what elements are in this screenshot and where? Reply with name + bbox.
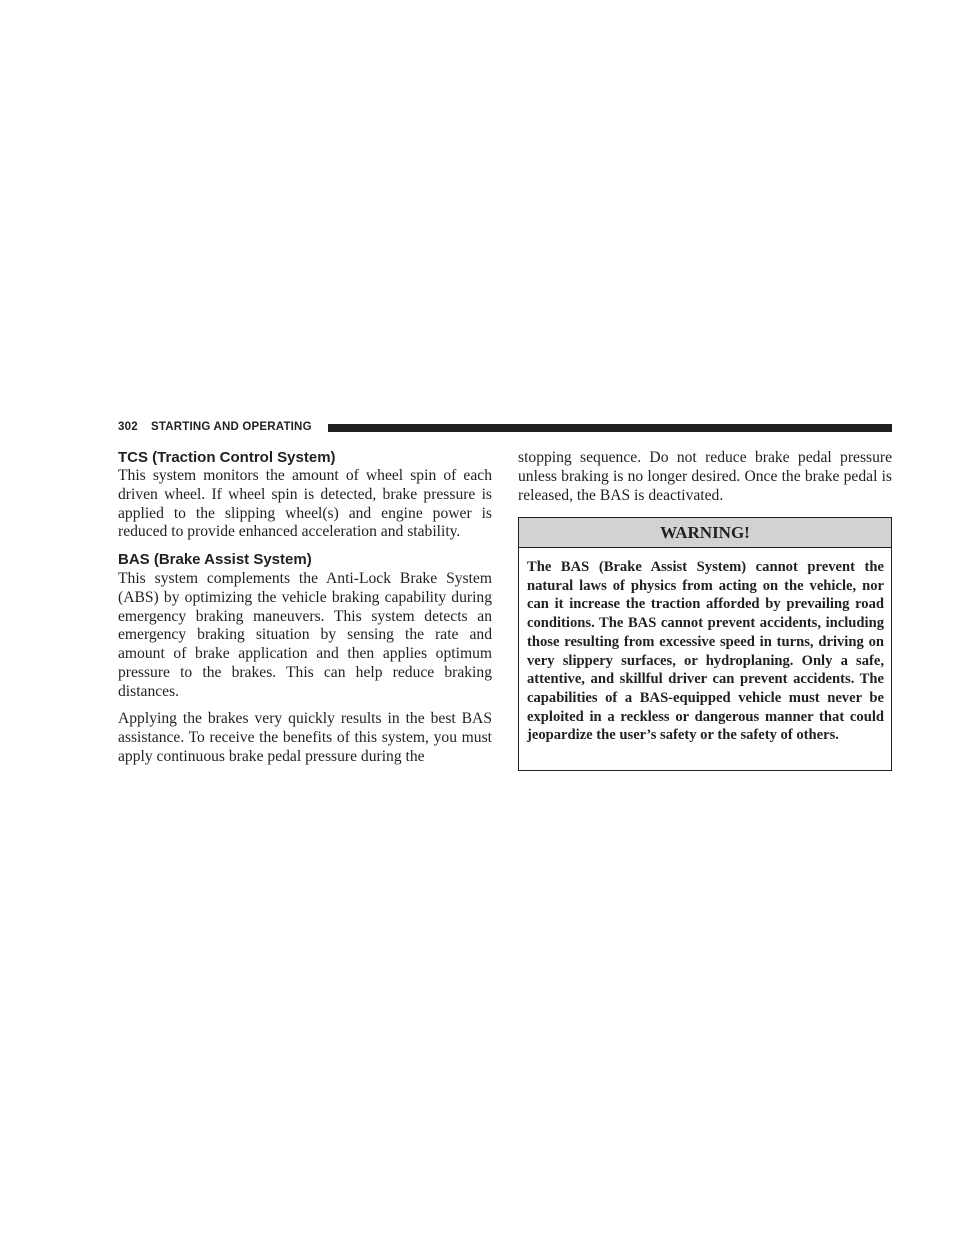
header-rule xyxy=(328,424,892,432)
tcs-heading: TCS (Traction Control System) xyxy=(118,449,336,466)
bas-paragraph-1: This system complements the Anti-Lock Brake System (ABS) by optimizing the vehicle braking capability during emergency braking maneuvers. This system detects an emergency braking situation by sensing the rate and amount of brake application and then applies optimum pressure to the brakes. This can help reduce braking distances. xyxy=(118,570,492,700)
right-column xyxy=(518,448,892,505)
warning-text: The BAS (Brake Assist System) cannot prevent the natural laws of physics from acting on the vehicle, nor can it increase the traction afforded by prevailing road conditions. The BAS cannot prevent accidents, including those resulting from excessive speed in turns, driving on very slippery surfaces, or hydroplaning. Only a safe, attentive, and skillful driver can prevent accidents. The capabilities of a BAS-equipped vehicle must never be exploited in a reckless or dangerous manner that could jeopardize the user’s safety or the safety of others. xyxy=(527,559,884,744)
bas-heading: BAS (Brake Assist System) xyxy=(118,551,312,568)
tcs-paragraph: This system monitors the amount of wheel spin of each driven wheel. If wheel spin is detected, brake pressure is applied to the slipping wheel(s) and engine power is reduced to provide enhanced acceleration and stability. xyxy=(118,467,492,541)
warning-box xyxy=(518,517,892,771)
section-title: STARTING AND OPERATING xyxy=(151,421,312,433)
bas-paragraph-continued: stopping sequence. Do not reduce brake pedal pressure unless braking is no longer desired. Once the brake pedal is released, the BAS is deactivated. xyxy=(518,449,892,504)
left-column xyxy=(118,448,492,767)
page-header xyxy=(118,419,892,435)
bas-paragraph-2: Applying the brakes very quickly results in the best BAS assistance. To receive the benefits of this system, you must apply continuous brake pedal pressure during the xyxy=(118,710,492,765)
warning-title: WARNING! xyxy=(519,518,891,548)
page-number: 302 xyxy=(118,421,138,433)
